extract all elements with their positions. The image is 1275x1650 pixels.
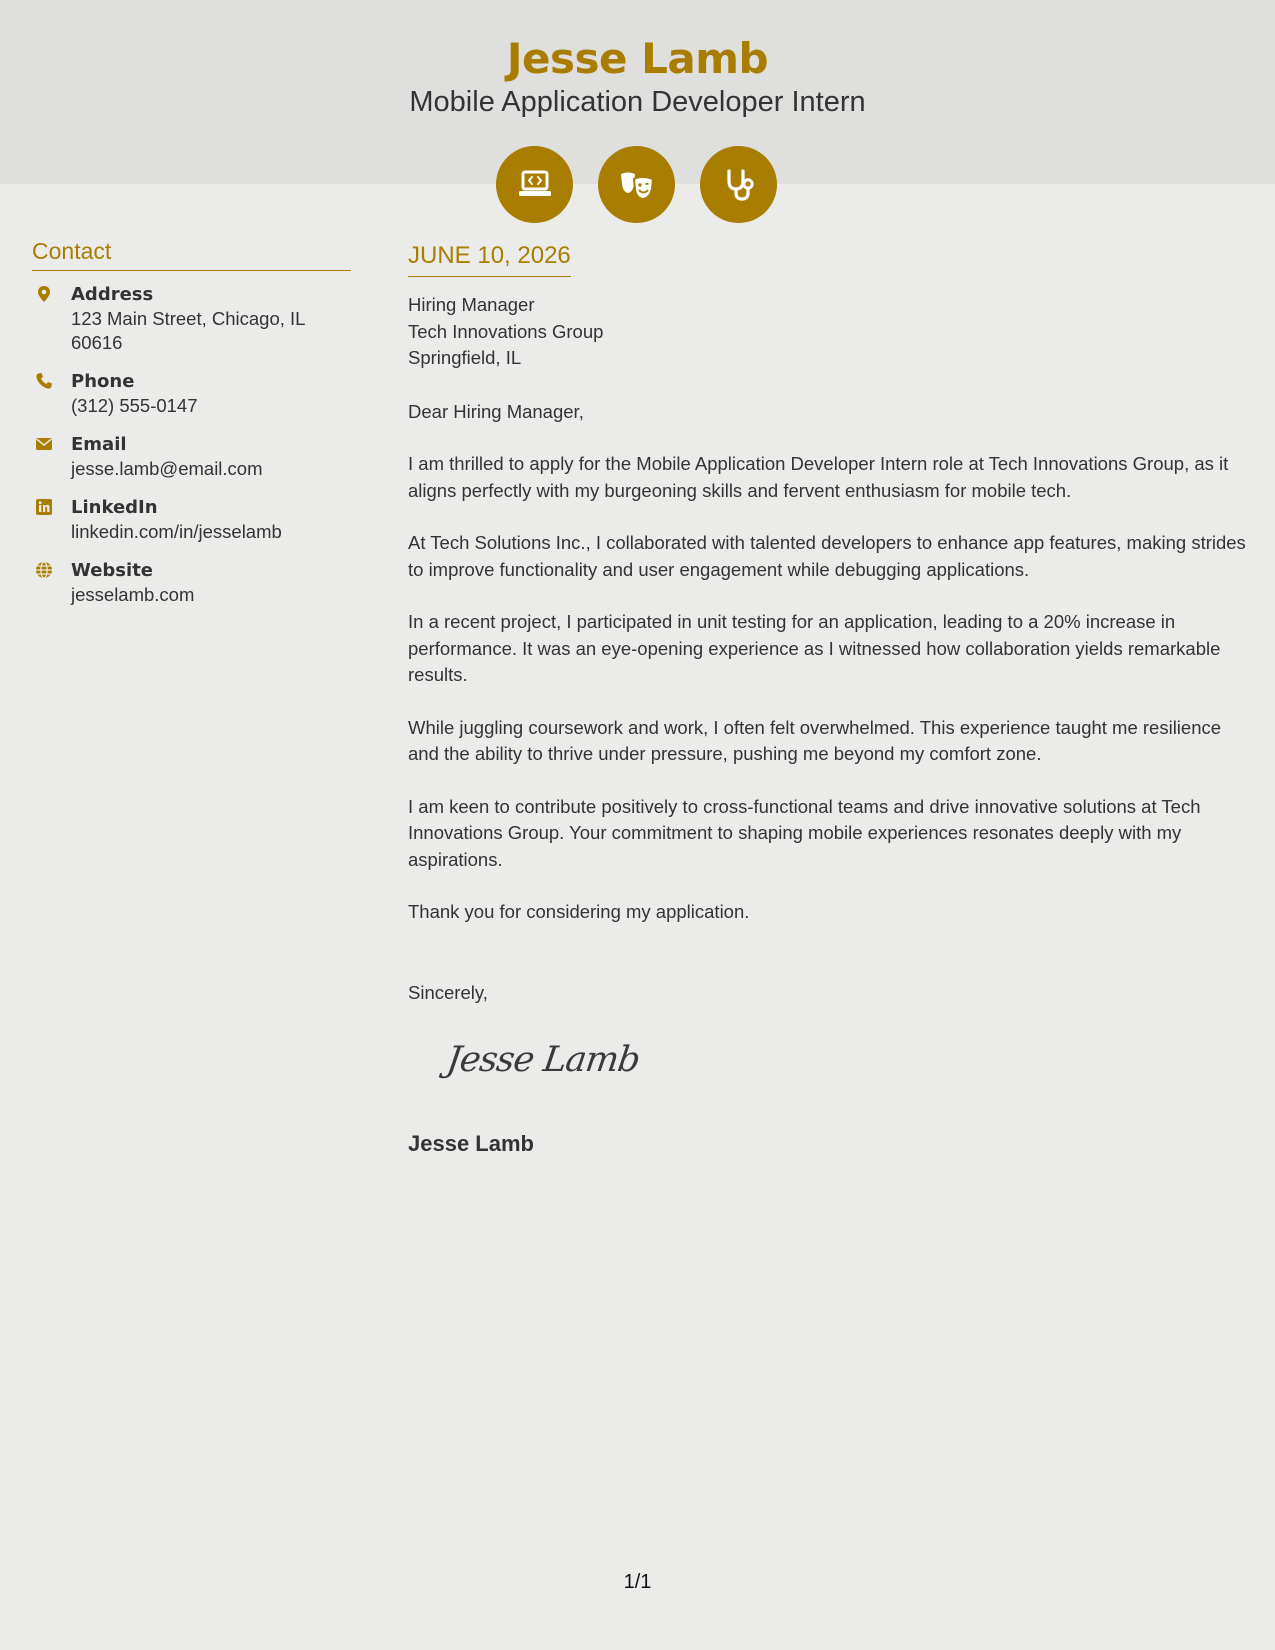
phone-icon (35, 372, 53, 390)
letter-paragraph: I am keen to contribute positively to cross-functional teams and drive innovative solutions at Tech Innovations Group. Your commitment to shaping mobile experiences resonates deeply with my aspirations. (408, 795, 1201, 870)
signed-name: Jesse Lamb (408, 1131, 534, 1156)
contact-label: LinkedIn (71, 497, 158, 518)
contact-item-website (32, 559, 351, 607)
letter-paragraph: While juggling coursework and work, I often felt overwhelmed. This experience taught me resilience and the ability to thrive under pressure, pushing me beyond my comfort zone. (408, 716, 1222, 764)
contact-item-phone (32, 370, 351, 418)
map-marker-icon (35, 285, 53, 303)
laptop-code-icon (496, 146, 573, 223)
contact-label: Website (71, 560, 154, 581)
handwritten-signature: Jesse Lamb (444, 1040, 643, 1080)
contact-value: linkedin.com/in/jesselamb (71, 521, 282, 542)
contact-item-linkedin (32, 496, 351, 544)
contact-label: Email (71, 434, 127, 455)
recipient-line: Tech Innovations Group (408, 320, 604, 342)
closing: Sincerely, (408, 981, 488, 1003)
envelope-icon (35, 435, 53, 453)
linkedin-icon (35, 498, 53, 516)
recipient-line: Springfield, IL (408, 347, 522, 368)
contact-value: jesse.lamb@email.com (71, 458, 263, 479)
contact-label: Phone (71, 371, 135, 392)
contact-heading: Contact (32, 238, 351, 271)
salutation: Dear Hiring Manager, (408, 400, 584, 422)
globe-icon (35, 561, 53, 579)
contact-value: (312) 555-0147 (71, 395, 198, 416)
interest-badges (496, 146, 777, 223)
contact-value: jesselamb.com (71, 584, 195, 605)
letter-paragraph: Thank you for considering my application. (408, 901, 750, 922)
contact-item-email (32, 433, 351, 481)
letter-date: JUNE 10, 2026 (408, 242, 571, 277)
page-indicator: 1/1 (623, 1571, 652, 1593)
recipient-block (408, 292, 1248, 372)
contact-item-address (32, 283, 351, 355)
letter-paragraph: In a recent project, I participated in unit testing for an application, leading to a 20% increase in performance. It was an eye-opening experience as I witnessed how collaboration yields remarkable results. (408, 611, 1221, 685)
contact-label: Address (71, 284, 154, 305)
letter-paragraph: At Tech Solutions Inc., I collaborated with talented developers to enhance app features, making strides to improve functionality and user engagement while debugging applications. (408, 532, 1246, 580)
contact-value: 123 Main Street, Chicago, IL 60616 (71, 308, 305, 353)
contact-sidebar (32, 238, 351, 607)
theater-masks-icon (598, 146, 675, 223)
recipient-line: Hiring Manager (408, 294, 535, 315)
applicant-name: Jesse Lamb (506, 34, 769, 83)
applicant-title: Mobile Application Developer Intern (409, 86, 866, 118)
letter-body (408, 242, 1248, 1006)
letter-paragraph: I am thrilled to apply for the Mobile Application Developer Intern role at Tech Innovations Group, as it aligns perfectly with my burgeoning skills and fervent enthusiasm for mobile tech. (408, 453, 1229, 501)
stethoscope-icon (700, 146, 777, 223)
